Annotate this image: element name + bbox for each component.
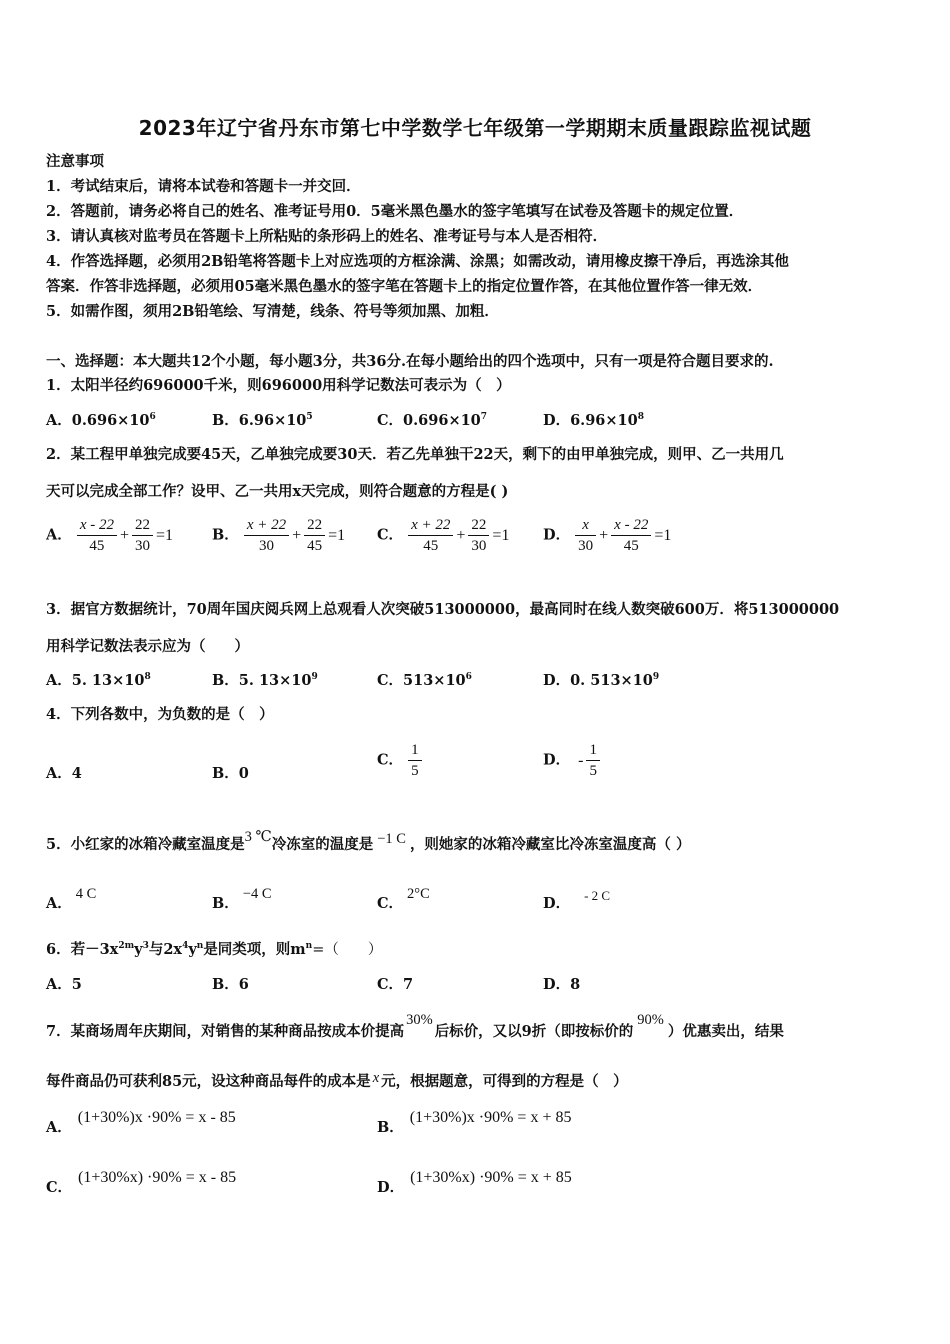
page-title: 2023年辽宁省丹东市第七中学数学七年级第一学期期末质量跟踪监视试题 — [138, 116, 812, 140]
q6-option-b[interactable]: B．6 — [212, 976, 249, 993]
notice-item: 答案．作答非选择题，必须用05毫米黑色墨水的签字笔在答题卡上的指定位置作答，在其他位置作答一律无效． — [46, 278, 763, 295]
q1-option-a[interactable]: A．$0.696\times 10^6$ — [46, 412, 156, 429]
q4-option-b[interactable]: B．0 — [212, 765, 249, 782]
q6-option-c[interactable]: C．7 — [377, 976, 414, 993]
q5-option-b[interactable]: B．−4 C — [212, 886, 272, 912]
notice-item: 3．请认真核对监考员在答题卡上所粘贴的条形码上的姓名、准考证号与本人是否相符． — [46, 228, 608, 245]
q5-option-a[interactable]: A．4 C — [46, 886, 97, 912]
section-heading: 一、选择题：本大题共12个小题，每小题3分，共36分.在每小题给出的四个选项中，只有一项是符合题目要求的. — [46, 353, 774, 370]
q1-option-c[interactable]: C．$0.696\times 10^7$ — [377, 412, 488, 429]
notice-heading: 注意事项 — [46, 153, 104, 170]
q2-option-a[interactable]: A． $\frac{x - 22}{45}$ + $\frac{22}{30}$ =1 — [46, 517, 174, 554]
question-5-stem: 5．小红家的冰箱冷藏室温度是3 ℃冷冻室的温度是 −1 C ，则她家的冰箱冷藏室比冷冻室温度高（ ） — [46, 829, 691, 853]
q7-option-d[interactable]: D．(1+30%x) ·90% = x + 85 — [377, 1169, 572, 1196]
notice-item: 5．如需作图，须用2B铅笔绘、写清楚，线条、符号等须加黑、加粗． — [46, 303, 499, 320]
q1-option-d[interactable]: D．$6.96\times 10^8$ — [543, 412, 644, 429]
q7-option-c[interactable]: C．(1+30%x) ·90% = x - 85 — [46, 1169, 237, 1196]
question-7-stem-line2: 每件商品仍可获利85元，设这种商品每件的成本是 x 元，根据题意，可得到的方程是（ ） — [46, 1070, 628, 1090]
question-4-stem: 4．下列各数中，为负数的是（ ） — [46, 706, 274, 723]
q1-option-b[interactable]: B．$6.96\times 10^5$ — [212, 412, 313, 429]
q7-option-a[interactable]: A．(1+30%)x ·90% = x - 85 — [46, 1109, 236, 1136]
q7-option-b[interactable]: B．(1+30%)x ·90% = x + 85 — [377, 1109, 572, 1136]
q3-option-c[interactable]: C．$513\times 10^6$ — [377, 672, 472, 689]
question-1-stem: 1．太阳半径约696000千米，则696000用科学记数法可表示为（ ） — [46, 377, 511, 394]
q3-option-d[interactable]: D．0. $513\times 10^9$ — [543, 672, 660, 689]
q2-option-c[interactable]: C． $\frac{x + 22}{45}$ + $\frac{22}{30}$ =1 — [377, 517, 510, 554]
question-6-stem: 6．若$-3x^{2m}y^3$与$2x^4y^n$是同类项，则$m^n=$（ ） — [46, 941, 383, 958]
q6-option-a[interactable]: A．5 — [46, 976, 82, 993]
q4-option-d[interactable]: D． - $\frac{1}{5}$ — [543, 740, 600, 781]
q4-option-a[interactable]: A．4 — [46, 765, 82, 782]
q4-option-c[interactable]: C． $\frac{1}{5}$ — [377, 740, 422, 781]
question-7-stem-line1: 7．某商场周年庆期间，对销售的某种商品按成本价提高30%后标价，又以9折（即按标价的90%）优惠卖出，结果 — [46, 1012, 784, 1040]
notice-item: 2．答题前，请务必将自己的姓名、准考证号用0．5毫米黑色墨水的签字笔填写在试卷及答题卡的规定位置． — [46, 203, 744, 220]
q6-option-d[interactable]: D．8 — [543, 976, 581, 993]
q2-option-d[interactable]: D． $\frac{x}{30}$ + $\frac{x - 22}{45}$ =1 — [543, 517, 672, 554]
q2-option-b[interactable]: B． $\frac{x + 22}{30}$ + $\frac{22}{45}$ =1 — [212, 517, 346, 554]
q3-option-a[interactable]: A．5. $13\times 10^8$ — [46, 672, 151, 689]
question-3-stem-line2: 用科学记数法表示应为（ ） — [46, 638, 249, 655]
q5-option-c[interactable]: C．2°C — [377, 886, 430, 912]
question-3-stem-line1: 3．据官方数据统计，70周年国庆阅兵网上总观看人次突破513000000，最高同时在线人数突破600万．将513000000 — [46, 601, 840, 618]
notice-item: 1．考试结束后，请将本试卷和答题卡一并交回． — [46, 178, 361, 195]
notice-item: 4．作答选择题，必须用2B铅笔将答题卡上对应选项的方框涂满、涂黑；如需改动，请用橡皮擦干净后，再选涂其他 — [46, 253, 789, 270]
question-2-stem-line2: 天可以完成全部工作？设甲、乙一共用x天完成，则符合题意的方程是( ) — [46, 483, 509, 500]
q5-option-d[interactable]: D． - 2 C — [543, 888, 611, 912]
question-2-stem-line1: 2．某工程甲单独完成要45天，乙单独完成要30天．若乙先单独干22天，剩下的由甲单独完成，则甲、乙一共用几 — [46, 446, 784, 463]
q3-option-b[interactable]: B．5. $13\times 10^9$ — [212, 672, 318, 689]
